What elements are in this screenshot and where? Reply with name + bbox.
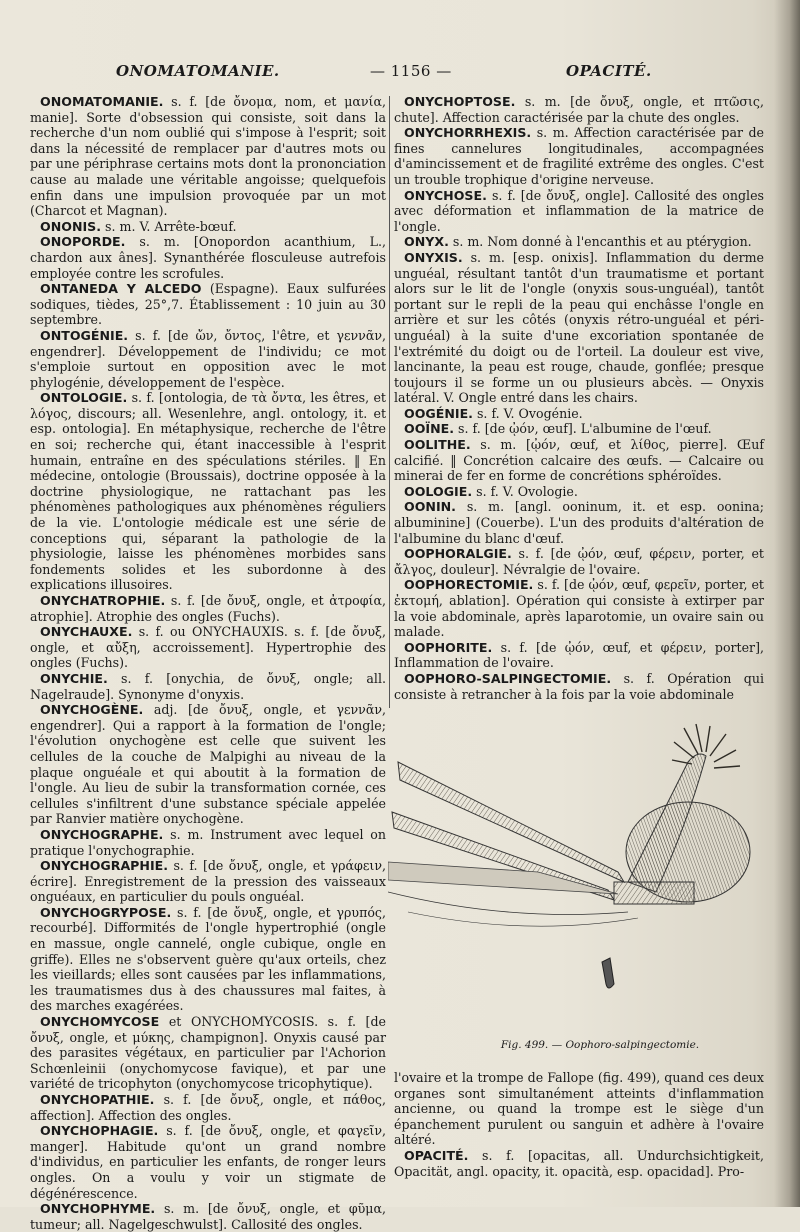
definition-text: s. f. [opacitas, all. Undurchsichtigkeit, Opacität, angl. opacity, it. opacità, esp. opacidad]. Pro- [394,1147,764,1179]
left-entry [30,219,386,235]
definition-text: s. f. V. Ovogénie. [472,405,583,421]
right-entry [394,484,764,500]
left-entry [30,328,386,390]
definition-text: s. f. Opération qui consiste à retrancher à la fois par la voie abdominale [394,670,764,702]
right-column [394,94,764,702]
definition-text: s. m. Instrument avec lequel on pratique l'onychographie. [30,826,386,858]
left-entry [30,390,386,593]
headword: ONYCHORRHEXIS. [404,125,532,141]
definition-text: s. f. [de ὄνυξ, ongle, et πάθος, affection]. Affection des ongles. [30,1092,386,1123]
headword: ONYCHIE. [40,670,108,686]
right-entry [394,94,764,125]
left-entry [30,827,386,858]
right-entry [394,188,764,235]
headword: ONYX. [404,234,449,250]
headword: ONOPORDE. [40,234,126,250]
definition-text: s. f. [de ὄνυξ, ongle, et γρυπός, recourbé]. Difformités de l'ongle hypertrophié (ongle en massue, ongle cannelé, ongle cubique, ongle en griffe). Elles ne s'observent guère qu'aux orteils, chez les vieillards; elles sont causées par les inflammations, les traumatismes dus à des chaussures mal faites, à des marches exagérées. [30,904,386,1014]
definition-text: s. f. [ontologia, de τὰ ὄντα, les êtres, et λόγος, discours; all. Wesenlehre, angl. ontology, it. et esp. ontologia]. En métaphysique, recherche de l'être en soi; recherche qui, étant inaccessible à l'esprit humain, entraîne en des spéculations stériles. ‖ En médecine, ontologie (Broussais), doctrine opposée à la doctrine physiologique, ne rattachant pas les phénomènes pathologiques aux phénomènes réguliers de la vie. L'ontologie médicale est une série de conceptions qui, séparant la pathologie de la physiologie, laisse les phénomènes morbides sans fondements solides et les subordonne à des explications illusoires. [30,390,386,593]
left-entry [30,94,386,219]
right-entry [394,250,764,406]
headword: OOPHORECTOMIE. [404,577,534,593]
headword: ONOMATOMANIE. [40,94,164,109]
left-entry [30,593,386,624]
right-entry [394,499,764,546]
running-header [30,62,770,86]
definition-text: et ONYCHOMYCOSIS. s. f. [de ὄνυξ, ongle, et μύκης, champignon]. Onyxis causé par des parasites végétaux, en particulier par l'Achorion Schœnleinii (onychomycose favique), et par une variété de tricophyton (onychomycose tricophytique). [30,1014,386,1092]
definition-text: s. m. [ᾠόν, œuf, et λίθος, pierre]. Œuf calcifié. ‖ Concrétion calcaire des œufs. — Calcaire ou minerai de fer en forme de concrétions sphéroïdes. [394,437,764,484]
headword: ONYCHOGÈNE. [40,702,144,718]
right-entry [394,437,764,484]
headword: ONYCHOGRAPHE. [40,826,164,842]
headword: ONYCHOPTOSE. [404,94,516,109]
headword: OONIN. [404,499,456,515]
definition-text: s. m. [de ὄνυξ, ongle, et πτῶσις, chute]. Affection caractérisée par la chute des ongles. [394,94,764,125]
bottom-entry [394,1070,764,1148]
right-entry [394,421,764,437]
right-entry [394,577,764,639]
left-entry [30,702,386,827]
headword: OOPHORO-SALPINGECTOMIE. [404,670,612,686]
headword: OPACITÉ. [404,1147,469,1163]
right-entry [394,234,764,250]
definition-text: s. m. [angl. ooninum, it. et esp. oonina; albuminine] (Couerbe). L'un des produits d'altération de l'albumine du blanc d'œuf. [394,499,764,546]
definition-text: s. f. [de ᾠόν, œuf, φέρειν, porter, et ἄλγος, douleur]. Névralgie de l'ovaire. [394,546,764,577]
headword: ONYCHOSE. [404,187,487,203]
definition-text: s. m. [esp. onixis]. Inflammation du derme unguéal, résultant tantôt d'un traumatisme et portant alors sur le lit de l'ongle (onyxis sous-unguéal), tantôt portant sur le repli de la peau qui enchâsse l'ongle en arrière et sur les côtés (onyxis rétro-unguéal et péri-unguéal) à la suite d'une excoriation spontanée de l'extrémité du doigt ou de l'orteil. La douleur est vive, lancinante, la peau est rouge, chaude, gonflée; presque toujours il se forme un ou plusieurs abcès. — Onyxis latéral. V. Ongle entré dans les chairs. [394,249,764,406]
left-entry [30,858,386,905]
definition-text: s. f. V. Ovologie. [472,483,578,499]
headword: OOPHORITE. [404,639,493,655]
left-entry [30,1201,386,1232]
headword: ONYCHATROPHIE. [40,593,166,608]
headword: ONONIS. [40,218,102,234]
right-entry [394,406,764,422]
definition-text: s. f. [de ᾠόν, œuf, φερεῖν, porter, et ἐκτομή, ablation]. Opération qui consiste à extirper par la voie abdominale, après laparotomie, un ovaire sain ou malade. [394,577,764,640]
header-left-word: ONOMATOMANIE. [116,62,280,80]
surgical-illustration [388,722,766,1042]
left-entry [30,1014,386,1092]
page-number: — 1156 — [370,62,452,80]
headword: ONYCHOGRAPHIE. [40,858,169,874]
headword: ONYCHOPHAGIE. [40,1123,159,1139]
header-right-word: OPACITÉ. [566,62,652,80]
definition-text: s. f. [de ὄνομα, nom, et μανία, manie]. Sorte d'obsession qui consiste, soit dans la recherche d'un nom oublié qui s'impose à l'esprit; soit dans la nécessité de remplacer par d'autres mots ou par une périphrase certains mots dont la prononciation cause au malade une véritable angoisse; quelquefois enfin dans une impulsion provoquée par un mot (Charcot et Magnan). [30,94,386,219]
headword: OOGÉNIE. [404,405,473,421]
definition-text: s. m. Nom donné à l'encanthis et au ptérygion. [448,234,752,250]
bottom-entry [394,1148,764,1179]
right-entry [394,640,764,671]
figure-caption: Fig. 499. — Oophoro-salpingectomie. [500,1039,700,1051]
headword: ONYCHOPATHIE. [40,1092,155,1107]
definition-text: (Espagne). Eaux sulfurées sodiques, tièdes, 25°,7. Établissement : 10 juin au 30 septembre. [30,281,386,328]
left-entry [30,281,386,328]
definition-text: s. f. [de ᾠόν, œuf]. L'albumine de l'œuf. [454,421,712,437]
definition-text: s. f. [de ᾠόν, œuf, et φέρειν, porter], Inflammation de l'ovaire. [394,639,764,671]
definition-text: s. m. Affection caractérisée par de fines cannelures longitudinales, accompagnées d'amincissement et de fragilité extrême des ongles. C'est un trouble trophique d'origine nerveuse. [394,125,764,187]
column-divider [389,96,390,708]
headword: ONYCHAUXE. [40,624,133,640]
left-entry [30,671,386,702]
headword: ONYCHOPHYME. [40,1201,156,1217]
definition-text: s. f. [de ὄνυξ, ongle, et φαγεῖν, manger]. Habitude qu'ont un grand nombre d'individus, en particulier les enfants, de ronger leurs ongles. On a voulu y voir un stigmate de dégénérescence. [30,1123,386,1201]
left-entry [30,624,386,671]
left-entry [30,1123,386,1201]
headword: ONYXIS. [404,249,463,265]
definition-text: s. m. V. Arrête-bœuf. [101,218,237,234]
definition-text: s. f. ou ONYCHAUXIS. s. f. [de ὄνυξ, ongle, et αὔξη, accroissement]. Hypertrophie des ongles (Fuchs). [30,624,386,671]
definition-text: s. f. [onychia, de ὄνυξ, ongle; all. Nagelraude]. Synonyme d'onyxis. [30,670,386,702]
definition-text: s. f. [de ὄνυξ, ongle, et ἀτροφία, atrophie]. Atrophie des ongles (Fuchs). [30,593,386,624]
definition-text: l'ovaire et la trompe de Fallope (fig. 499), quand ces deux organes sont simultanément atteints d'inflammation ancienne, ou quand la trompe est le siège d'un épanchement purulent ou sanguin et adhère à l'ovaire altéré. [394,1070,764,1148]
headword: ONYCHOGRYPOSE. [40,904,172,920]
definition-text: adj. [de ὄνυξ, ongle, et γεννᾶν, engendrer]. Qui a rapport à la formation de l'ongle; l'évolution onychogène est celle que suivent les cellules de la couche de Malpighi au niveau de la plaque onguéale et qui aboutit à la formation de l'ongle. Au lieu de subir la transformation cornée, ces cellules s'infiltrent d'une substance spéciale appelée par Ranvier matière onychogène. [30,702,386,827]
headword: ONTANEDA Y ALCEDO [40,281,202,297]
headword: ONYCHOMYCOSE [40,1014,160,1030]
figure-oophoro-salpingectomy [388,722,766,1042]
headword: OOÏNE. [404,421,455,437]
headword: ONTOGÉNIE. [40,327,129,343]
left-entry [30,234,386,281]
definition-text: s. f. [de ὤν, ὄντος, l'être, et γεννᾶν, engendrer]. Développement de l'individu; ce mot s'emploie surtout en opposition avec le mot phylogénie, développement de l'espèce. [30,327,386,390]
definition-text: s. f. [de ὄνυξ, ongle]. Callosité des ongles avec déformation et inflammation de la matrice de l'ongle. [394,187,764,234]
right-entry [394,546,764,577]
headword: ONTOLOGIE. [40,390,128,406]
right-entry [394,125,764,187]
headword: OOPHORALGIE. [404,546,512,562]
headword: OOLITHE. [404,437,471,453]
left-entry [30,905,386,1014]
definition-text: s. m. [Onopordon acanthium, L., chardon aux ânes]. Synanthérée flosculeuse autrefois employée contre les scrofules. [30,234,386,281]
book-spine-shadow [774,0,800,1207]
definition-text: s. m. [de ὄνυξ, ongle, et φῦμα, tumeur; all. Nagelgeschwulst]. Callosité des ongles. [30,1201,386,1232]
right-column-continued [394,1070,764,1179]
left-column [30,94,386,1232]
right-entry [394,671,764,702]
left-entry [30,1092,386,1123]
headword: OOLOGIE. [404,483,473,499]
definition-text: s. f. [de ὄνυξ, ongle, et γράφειν, écrire]. Enregistrement de la pression des vaisseaux onguéaux, en particulier du pouls onguéal. [30,858,386,905]
